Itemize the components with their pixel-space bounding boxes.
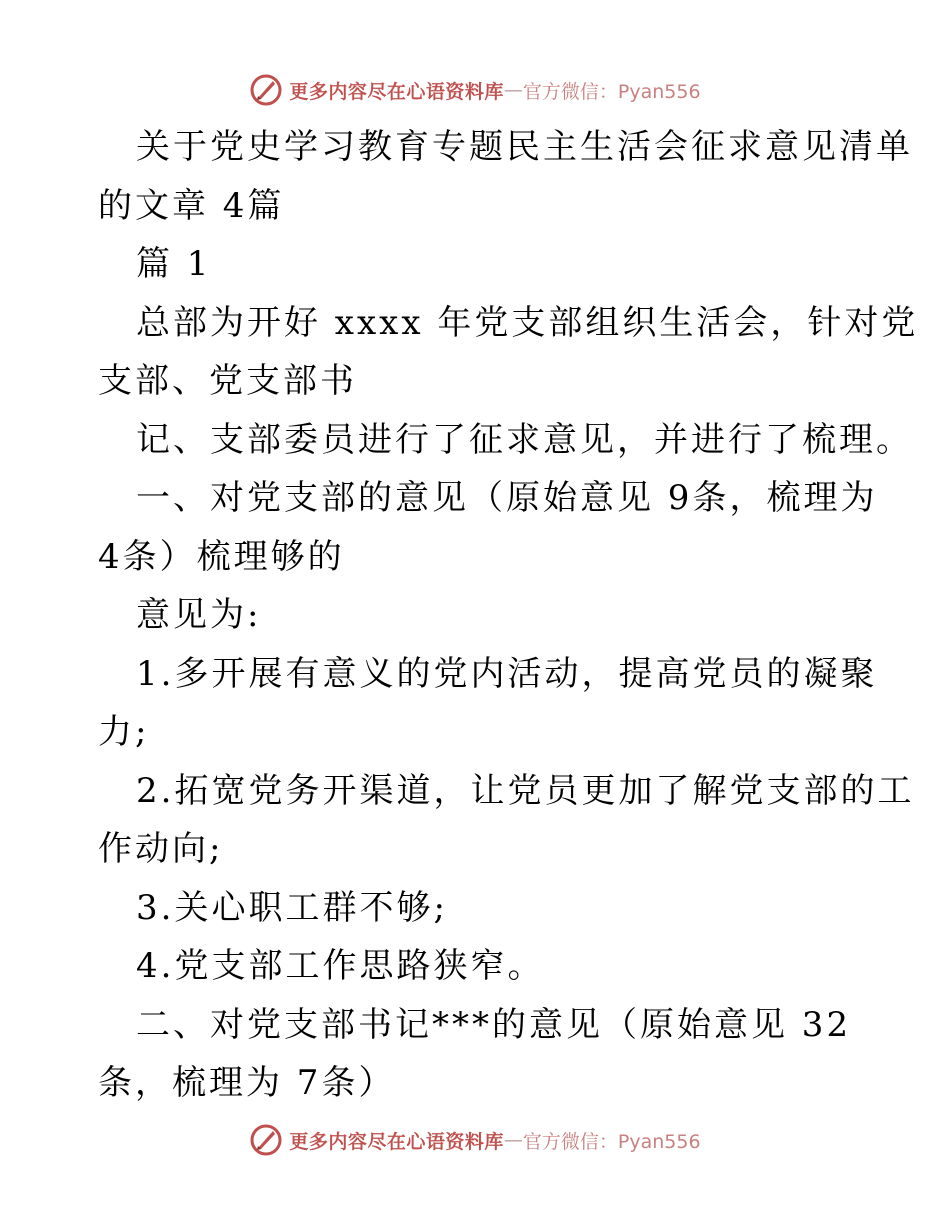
watermark-wechat-text: 官方微信：Pyan556 [522, 1130, 701, 1153]
feather-pen-logo-icon [249, 73, 283, 107]
section-heading: 篇 1 [136, 244, 212, 284]
subheading-line: 一、对党支部的意见（原始意见 9条，梳理为 [136, 478, 878, 518]
paragraph-line: 支部、党支部书 [98, 361, 357, 401]
list-item: 作动向; [98, 829, 224, 869]
list-item: 力; [98, 712, 150, 752]
watermark-wechat-text: 官方微信：Pyan556 [522, 80, 701, 103]
watermark-main-text: 更多内容尽在心语资料库 [289, 1130, 504, 1153]
document-body [98, 118, 919, 1113]
subheading-line: 二、对党支部书记***的意见（原始意见 32 [136, 1004, 852, 1045]
watermark-separator: — [503, 1129, 523, 1151]
list-item: 4.党支部工作思路狭窄。 [136, 946, 545, 986]
list-item: 3.关心职工群不够; [136, 887, 448, 928]
subheading-line: 条，梳理为 7条） [98, 1063, 396, 1103]
footer-watermark [0, 1120, 950, 1160]
paragraph-line: 总部为开好 xxxx 年党支部组织生活会，针对党 [136, 302, 919, 343]
list-item: 2.拓宽党务开渠道，让党员更加了解党支部的工 [136, 770, 915, 811]
paragraph-line: 意见为: [136, 595, 262, 635]
document-title-line-2: 的文章 4篇 [98, 185, 285, 226]
header-watermark [0, 70, 950, 110]
watermark-separator: — [503, 79, 523, 101]
list-item: 1.多开展有意义的党内活动，提高党员的凝聚 [136, 653, 878, 694]
subheading-line: 4条）梳理够的 [98, 536, 345, 577]
document-title-line-1: 关于党史学习教育专题民主生活会征求意见清单 [136, 127, 913, 167]
watermark-main-text: 更多内容尽在心语资料库 [289, 80, 504, 103]
paragraph-line: 记、支部委员进行了征求意见，并进行了梳理。 [136, 419, 913, 460]
feather-pen-logo-icon [249, 1123, 283, 1157]
